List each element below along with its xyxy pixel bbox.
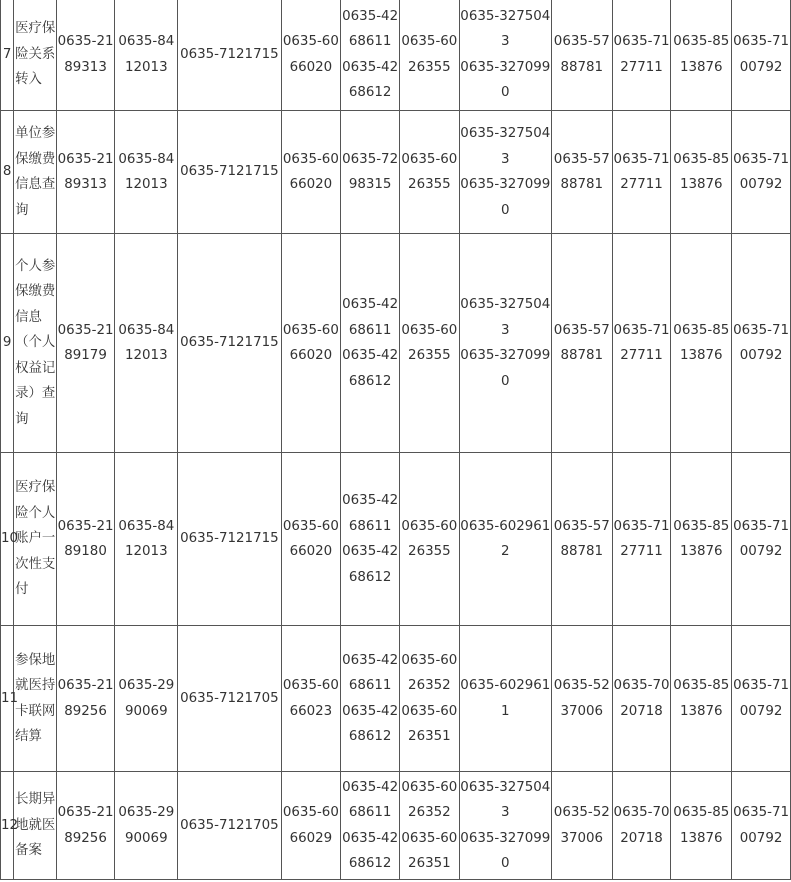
phone-number: 0635-8513876	[673, 34, 730, 75]
phone-cell	[178, 111, 281, 234]
phone-number: 0635-4268611	[342, 297, 399, 338]
phone-number: 0635-3270990	[460, 348, 551, 389]
phone-cell	[178, 453, 281, 626]
phone-number: 0635-6066020	[282, 322, 339, 363]
phone-cell	[115, 111, 178, 234]
phone-cell	[399, 626, 459, 772]
phone-cell	[732, 626, 791, 772]
phone-cell	[178, 626, 281, 772]
phone-cell	[732, 234, 791, 453]
phone-cell	[551, 772, 612, 880]
phone-cell	[551, 111, 612, 234]
phone-cell	[178, 234, 281, 453]
phone-number: 0635-6066020	[282, 151, 339, 192]
row-number: 9	[1, 234, 14, 453]
phone-cell	[56, 453, 115, 626]
phone-number: 0635-7100792	[733, 678, 790, 719]
phone-cell	[671, 234, 732, 453]
phone-number: 0635-7127711	[613, 34, 670, 75]
phone-number: 0635-4268612	[342, 348, 399, 389]
phone-number: 0635-5237006	[553, 678, 610, 719]
phone-cell	[551, 626, 612, 772]
phone-cell	[459, 0, 551, 111]
phone-number: 0635-8513876	[673, 151, 730, 192]
phone-cell	[459, 626, 551, 772]
phone-cell	[459, 453, 551, 626]
phone-cell	[399, 111, 459, 234]
phone-number: 0635-4268611	[342, 652, 399, 693]
phone-number: 0635-7298315	[342, 151, 399, 192]
phone-number: 0635-3270990	[460, 177, 551, 218]
phone-number: 0635-3275043	[460, 297, 551, 338]
table-row	[1, 111, 791, 234]
phone-number: 0635-2189313	[57, 34, 114, 75]
phone-cell	[732, 0, 791, 111]
phone-cell	[341, 0, 400, 111]
phone-number: 0635-7121705	[180, 817, 279, 833]
phone-number: 0635-7100792	[733, 34, 790, 75]
phone-number: 0635-4268611	[342, 8, 399, 49]
phone-cell	[115, 234, 178, 453]
phone-number: 0635-6026352	[401, 652, 458, 693]
table-row	[1, 772, 791, 880]
phone-cell	[341, 772, 400, 880]
phone-number: 0635-4268611	[342, 493, 399, 534]
phone-number: 0635-3275043	[460, 8, 551, 49]
phone-cell	[56, 0, 115, 111]
phone-number: 0635-4268612	[342, 544, 399, 585]
service-item-name: 单位参保缴费信息查询	[14, 111, 57, 234]
phone-cell	[612, 111, 671, 234]
table-body	[1, 0, 791, 880]
phone-cell	[341, 111, 400, 234]
service-item-name: 参保地就医持卡联网结算	[14, 626, 57, 772]
phone-cell	[612, 0, 671, 111]
phone-number: 0635-2189180	[57, 518, 114, 559]
phone-number: 0635-3270990	[460, 830, 551, 871]
phone-number: 0635-6029611	[460, 678, 551, 719]
service-item-name: 长期异地就医备案	[14, 772, 57, 880]
phone-cell	[399, 234, 459, 453]
phone-cell	[732, 111, 791, 234]
phone-number: 0635-2189179	[57, 322, 114, 363]
phone-number: 0635-7100792	[733, 518, 790, 559]
phone-number: 0635-7100792	[733, 805, 790, 846]
phone-number: 0635-8513876	[673, 678, 730, 719]
phone-cell	[115, 0, 178, 111]
phone-number: 0635-7020718	[613, 678, 670, 719]
phone-number: 0635-5788781	[553, 322, 610, 363]
phone-cell	[341, 453, 400, 626]
phone-number: 0635-6026355	[401, 34, 458, 75]
phone-number: 0635-6066023	[282, 678, 339, 719]
phone-number: 0635-6066020	[282, 34, 339, 75]
phone-cell	[732, 453, 791, 626]
phone-cell	[732, 772, 791, 880]
phone-number: 0635-5788781	[553, 518, 610, 559]
service-item-name: 个人参保缴费信息（个人权益记录）查询	[14, 234, 57, 453]
phone-number: 0635-6026355	[401, 151, 458, 192]
phone-cell	[281, 626, 341, 772]
phone-cell	[551, 453, 612, 626]
phone-cell	[671, 626, 732, 772]
phone-number: 0635-2189313	[57, 151, 114, 192]
phone-cell	[341, 626, 400, 772]
phone-number: 0635-6026355	[401, 322, 458, 363]
phone-cell	[612, 234, 671, 453]
service-item-name: 医疗保险个人账户一次性支付	[14, 453, 57, 626]
phone-number: 0635-8412013	[118, 518, 175, 559]
phone-number: 0635-4268612	[342, 59, 399, 100]
phone-number: 0635-8513876	[673, 518, 730, 559]
phone-cell	[281, 234, 341, 453]
phone-number: 0635-7121715	[180, 46, 279, 62]
service-item-name: 医疗保险关系转入	[14, 0, 57, 111]
row-number: 11	[1, 626, 14, 772]
phone-number: 0635-7100792	[733, 151, 790, 192]
phone-cell	[341, 234, 400, 453]
phone-number: 0635-7100792	[733, 322, 790, 363]
phone-number: 0635-4268611	[342, 779, 399, 820]
phone-number: 0635-3275043	[460, 126, 551, 167]
phone-cell	[459, 111, 551, 234]
phone-cell	[178, 0, 281, 111]
table-row	[1, 453, 791, 626]
phone-cell	[281, 772, 341, 880]
phone-cell	[612, 453, 671, 626]
phone-cell	[115, 772, 178, 880]
phone-cell	[281, 111, 341, 234]
phone-number: 0635-6026351	[401, 830, 458, 871]
phone-number: 0635-3270990	[460, 59, 551, 100]
phone-cell	[115, 453, 178, 626]
phone-number: 0635-6066029	[282, 805, 339, 846]
phone-number: 0635-7020718	[613, 805, 670, 846]
phone-cell	[671, 772, 732, 880]
phone-number: 0635-7127711	[613, 322, 670, 363]
phone-cell	[459, 772, 551, 880]
phone-cell	[281, 453, 341, 626]
phone-cell	[56, 111, 115, 234]
phone-cell	[612, 626, 671, 772]
table-row	[1, 234, 791, 453]
phone-number: 0635-6026355	[401, 518, 458, 559]
phone-number: 0635-8412013	[118, 34, 175, 75]
phone-cell	[399, 453, 459, 626]
phone-cell	[671, 0, 732, 111]
phone-cell	[399, 0, 459, 111]
phone-cell	[551, 0, 612, 111]
row-number: 8	[1, 111, 14, 234]
row-number: 7	[1, 0, 14, 111]
phone-cell	[178, 772, 281, 880]
phone-cell	[56, 234, 115, 453]
phone-cell	[612, 772, 671, 880]
phone-number: 0635-5788781	[553, 34, 610, 75]
phone-number: 0635-4268612	[342, 830, 399, 871]
phone-number: 0635-8513876	[673, 322, 730, 363]
phone-cell	[56, 772, 115, 880]
phone-number: 0635-3275043	[460, 779, 551, 820]
phone-number: 0635-2189256	[57, 805, 114, 846]
phone-number: 0635-6066020	[282, 518, 339, 559]
phone-number: 0635-5237006	[553, 805, 610, 846]
row-number: 12	[1, 772, 14, 880]
phone-number: 0635-4268612	[342, 703, 399, 744]
phone-number: 0635-2189256	[57, 678, 114, 719]
row-number: 10	[1, 453, 14, 626]
phone-number: 0635-6026352	[401, 779, 458, 820]
phone-number: 0635-6029612	[460, 518, 551, 559]
phone-number: 0635-5788781	[553, 151, 610, 192]
phone-number: 0635-8412013	[118, 151, 175, 192]
phone-number: 0635-7121715	[180, 335, 279, 351]
phone-number: 0635-7121705	[180, 690, 279, 706]
table-row	[1, 0, 791, 111]
phone-number: 0635-6026351	[401, 703, 458, 744]
phone-number: 0635-7121715	[180, 164, 279, 180]
phone-cell	[671, 111, 732, 234]
phone-number: 0635-7127711	[613, 518, 670, 559]
phone-cell	[115, 626, 178, 772]
phone-number: 0635-8412013	[118, 322, 175, 363]
phone-number: 0635-2990069	[118, 678, 175, 719]
phone-number: 0635-7127711	[613, 151, 670, 192]
phone-cell	[551, 234, 612, 453]
phone-number: 0635-7121715	[180, 531, 279, 547]
phone-cell	[281, 0, 341, 111]
phone-cell	[399, 772, 459, 880]
phone-cell	[671, 453, 732, 626]
phone-number: 0635-2990069	[118, 805, 175, 846]
table-row	[1, 626, 791, 772]
phone-cell	[56, 626, 115, 772]
phone-cell	[459, 234, 551, 453]
phone-number: 0635-8513876	[673, 805, 730, 846]
